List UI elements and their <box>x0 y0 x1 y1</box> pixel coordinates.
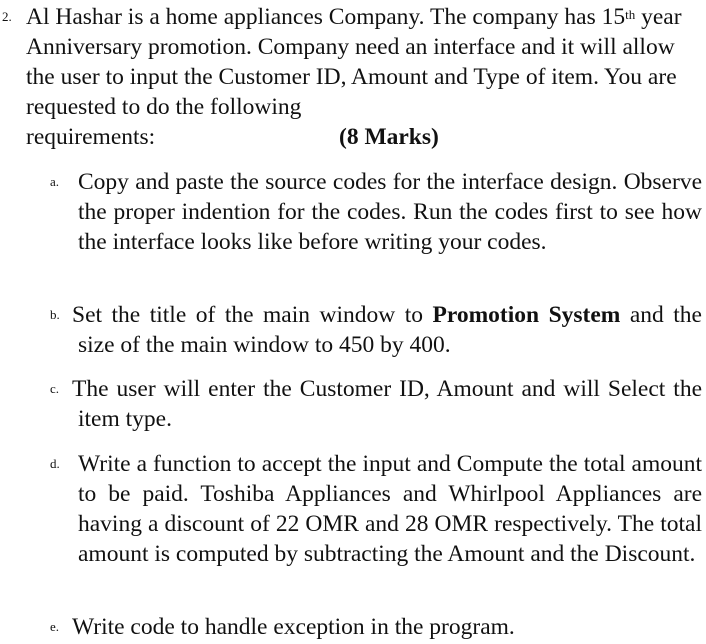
item-text-b-bold: Promotion System <box>432 302 621 328</box>
item-marker-b: b. <box>50 307 60 322</box>
item-marker-a: a. <box>50 174 60 189</box>
marks-label: (8 Marks) <box>339 124 439 150</box>
requirement-item-c <box>50 374 702 434</box>
question-intro-text-2: year Anniversary promotion. Company need an interface and it will allow the user to input the Customer ID, Amount and Type of item. You are requested to do the following <box>26 4 682 120</box>
item-text-e: Write code to handle exception in the program. <box>72 614 515 640</box>
item-text-b-2: and the size of the main window to 450 by 400. <box>78 302 702 358</box>
requirements-label: requirements: <box>26 124 156 150</box>
item-text-d: Write a function to accept the input and Compute the total amount to be paid. Toshiba Appliances and Whirlpool Appliances are having a discount of 22 OMR and 28 OMR respectively. The total amount is computed by subtracting the Amount and the Discount. <box>78 451 702 567</box>
requirement-item-e <box>50 612 702 642</box>
question-intro-text-1: Al Hashar is a home appliances Company. The company has 15 <box>26 4 626 30</box>
requirement-item-b <box>50 300 702 360</box>
item-text-c: The user will enter the Customer ID, Amount and will Select the item type. <box>72 376 702 432</box>
item-text-b-1: Set the title of the main window to <box>72 302 433 328</box>
question-intro <box>2 2 702 152</box>
ordinal-superscript: th <box>625 7 636 22</box>
item-marker-c: c. <box>50 381 60 396</box>
question-number: 2. <box>2 9 12 24</box>
requirements-line <box>26 122 702 152</box>
item-marker-d: d. <box>50 456 60 471</box>
requirement-item-a <box>50 167 702 257</box>
item-text-a: Copy and paste the source codes for the interface design. Observe the proper indention for the codes. Run the codes first to see how the interface looks like before writing your codes. <box>78 169 702 255</box>
requirement-item-d <box>50 449 702 569</box>
item-marker-e: e. <box>50 619 60 634</box>
